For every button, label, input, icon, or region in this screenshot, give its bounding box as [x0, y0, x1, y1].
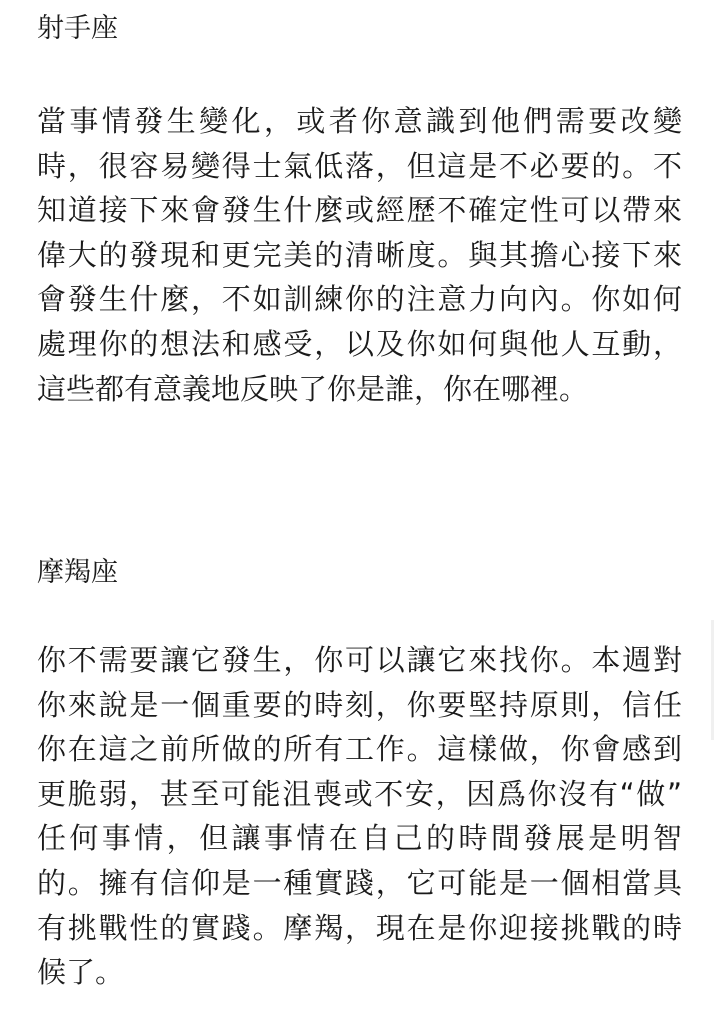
paragraph-line: 時，很容易變得士氣低落，但這是不必要的。不 — [37, 148, 682, 183]
sign-title-sagittarius: 射手座 — [37, 13, 118, 44]
paragraph-line: 知道接下來會發生什麼或經歷不確定性可以帶來 — [37, 193, 682, 228]
horoscope-paragraph-capricorn — [37, 638, 682, 995]
paragraph-line: 的。擁有信仰是一種實踐，它可能是一個相當具 — [37, 865, 682, 900]
paragraph-line: 任何事情，但讓事情在自己的時間發展是明智 — [37, 821, 682, 856]
paragraph-line: 你不需要讓它發生，你可以讓它來找你。本週對 — [37, 643, 682, 677]
horoscope-paragraph-sagittarius — [37, 99, 682, 411]
paragraph-line: 候了。 — [37, 955, 125, 990]
paragraph-line: 當事情發生變化，或者你意識到他們需要改變 — [37, 104, 682, 138]
paragraph-line: 有挑戰性的實踐。摩羯，現在是你迎接挑戰的時 — [37, 910, 682, 945]
paragraph-line: 你來說是一個重要的時刻，你要堅持原則，信任 — [37, 687, 682, 722]
paragraph-line: 這些都有意義地反映了你是誰，你在哪裡。 — [37, 371, 589, 406]
paragraph-line: 會發生什麼，不如訓練你的注意力向內。你如何 — [37, 282, 682, 317]
paragraph-line: 偉大的發現和更完美的清晰度。與其擔心接下來 — [37, 237, 682, 272]
paragraph-line: 更脆弱，甚至可能沮喪或不安，因爲你沒有“做” — [37, 776, 682, 811]
sign-title-capricorn: 摩羯座 — [37, 557, 118, 588]
paragraph-line: 處理你的想法和感受，以及你如何與他人互動， — [37, 326, 682, 361]
paragraph-line: 你在這之前所做的所有工作。這樣做，你會感到 — [37, 732, 682, 767]
